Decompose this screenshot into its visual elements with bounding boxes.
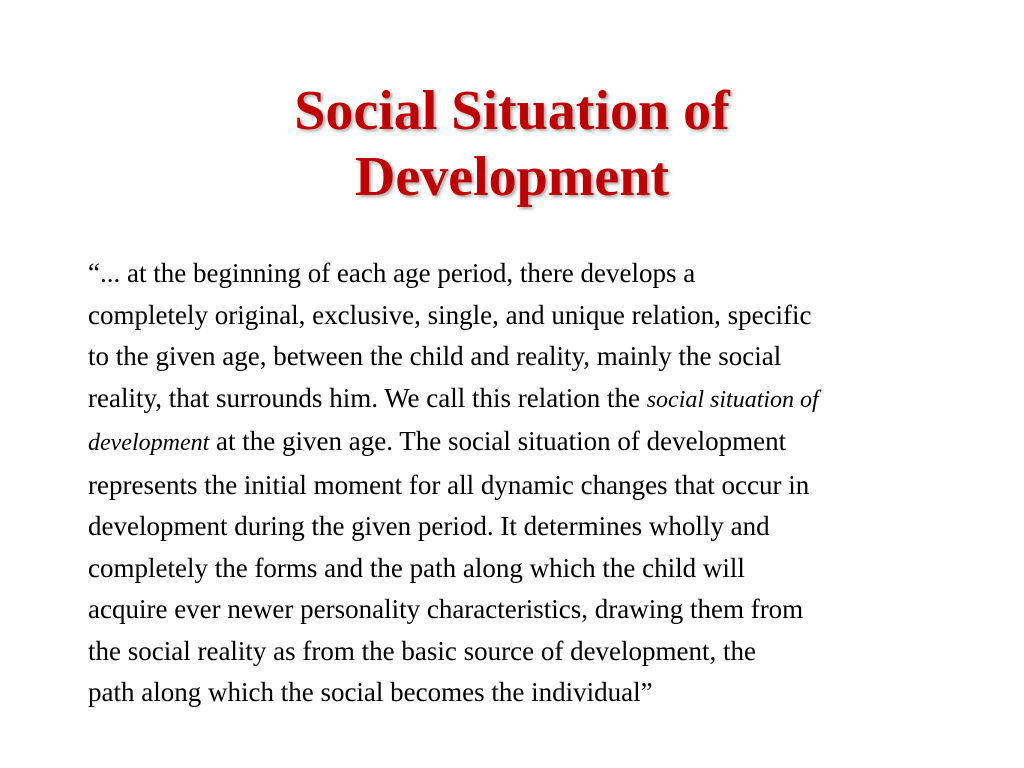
quote-segment: path along which the social becomes the individual” xyxy=(88,677,653,707)
quote-segment: reality, that surrounds him. We call this relation the xyxy=(88,382,647,413)
slide-title xyxy=(0,78,1024,210)
quote-line xyxy=(88,548,980,590)
quote-segment: completely original, exclusive, single, and unique relation, specific xyxy=(88,299,812,330)
quote-segment: development during the given period. It determines wholly and xyxy=(88,511,770,541)
quote-segment: represents the initial moment for all dynamic changes that occur in xyxy=(88,469,810,500)
quote-segment: at the given age. The social situation of development xyxy=(209,426,787,456)
quote-segment: acquire ever newer personality characteristics, drawing them from xyxy=(88,594,804,624)
slide-title-line-1: Social Situation of xyxy=(294,80,730,142)
quote-segment: completely the forms and the path along which the child will xyxy=(88,552,745,583)
quote-line xyxy=(88,672,980,714)
quote-line xyxy=(88,253,980,295)
quote-line xyxy=(88,506,980,548)
quote-emphasis: social situation of xyxy=(646,386,819,413)
quote-line xyxy=(88,295,980,337)
quote-line xyxy=(88,336,980,378)
quote-line xyxy=(88,378,980,422)
quote-segment: to the given age, between the child and reality, mainly the social xyxy=(88,341,782,371)
slide-title-line-2: Development xyxy=(354,146,670,208)
quote-line xyxy=(88,465,980,507)
quote-text xyxy=(88,253,980,714)
quote-segment: the social reality as from the basic source of development, the xyxy=(88,635,757,666)
quote-line xyxy=(88,421,980,465)
quote-line xyxy=(88,589,980,631)
quote-emphasis: development xyxy=(88,430,210,456)
quote-segment: “... at the beginning of each age period, there develops a xyxy=(88,258,696,288)
quote-line xyxy=(88,631,980,673)
